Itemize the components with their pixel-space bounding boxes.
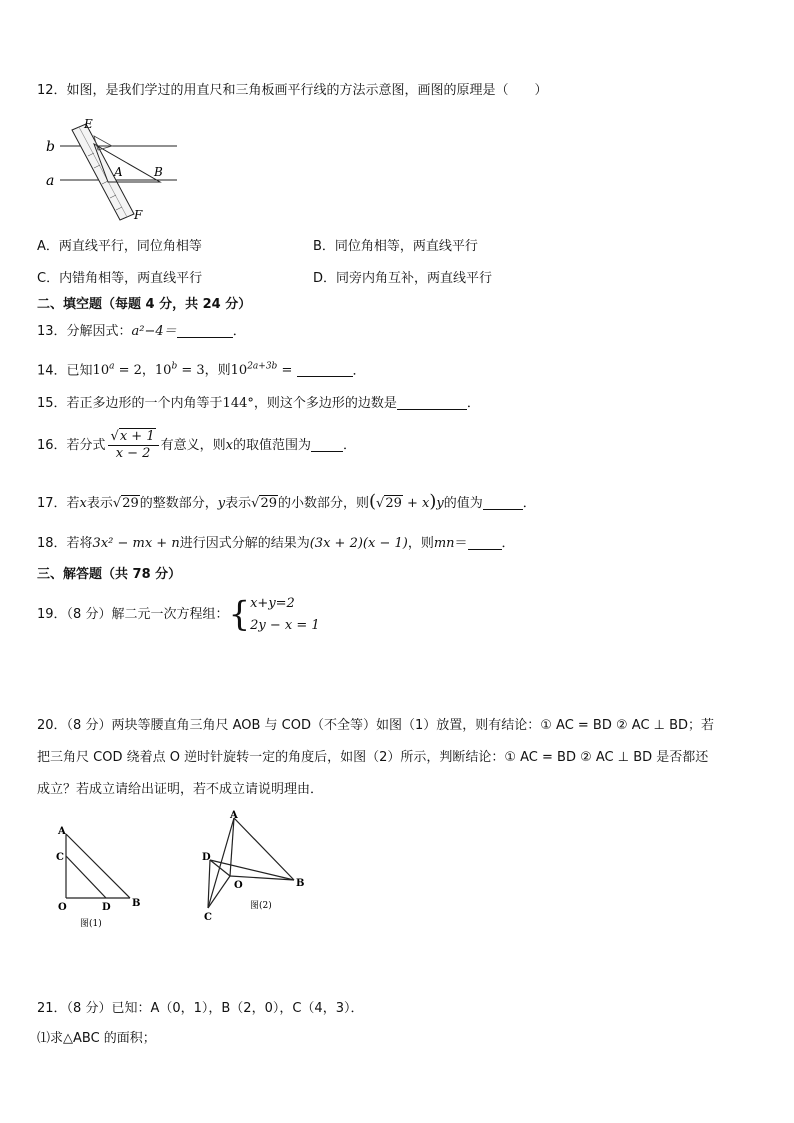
fig2-label-d: D <box>202 852 211 863</box>
q16-numerator: x + 1 <box>119 429 155 444</box>
q12-label-b: b <box>46 139 55 155</box>
q20-figure-2 <box>196 808 316 924</box>
q14-val3: = <box>277 363 297 379</box>
q20-line1: 20．（8 分）两块等腰直角三角尺 AOB 与 COD（不全等）如图（1）放置，则有结论：① AC = BD ② AC ⊥ BD；若 <box>37 718 715 733</box>
q17-sqrt3: √29 <box>376 496 402 511</box>
q17-sqrt2: √29 <box>251 496 277 511</box>
q17-t3: 表示 <box>225 496 252 511</box>
q13-prefix: 13．分解因式： <box>37 324 132 339</box>
q19 <box>37 591 320 639</box>
fig1-label-d: D <box>102 902 111 913</box>
q16-var: x <box>225 438 233 453</box>
q18-prefix: 18．若将 <box>37 536 93 551</box>
q14-val2: = 3，则 <box>177 363 231 379</box>
q17-paren-open: ( <box>369 491 377 512</box>
q14 <box>37 358 366 380</box>
q12-label-point-a: A <box>114 165 123 179</box>
q15-prefix: 15．若正多边形的一个内角等于 <box>37 396 223 411</box>
q12-option-b: B．同位角相等，两直线平行 <box>313 239 478 254</box>
q20-line3: 成立？若成立请给出证明，若不成立请说明理由． <box>37 782 324 797</box>
q14-power1 <box>93 363 155 378</box>
q18-eq: ＝ <box>454 536 468 551</box>
q12-label-f: F <box>134 208 143 222</box>
section-fill-in-heading: 二、填空题（每题 4 分，共 24 分） <box>37 297 252 312</box>
q15-angle: 144° <box>222 396 254 411</box>
fig2-caption: 图(2) <box>250 901 272 911</box>
q14-power2 <box>155 363 231 378</box>
q14-exp3: 2a+3b <box>247 362 278 372</box>
q14-val1: = 2， <box>114 363 155 379</box>
q18-mn: mn <box>433 536 455 551</box>
q16-sqrt-sign: √ <box>110 429 119 444</box>
q21-sub1: ⑴求△ABC 的面积； <box>37 1031 156 1046</box>
q13-answer-blank[interactable] <box>177 323 233 338</box>
q12-option-a: A．两直线平行，同位角相等 <box>37 239 202 254</box>
q13-expr: a²−4＝ <box>131 324 177 339</box>
q16-suffix: ． <box>342 438 356 453</box>
fig2-label-b: B <box>296 878 305 889</box>
fig1-label-a: A <box>58 826 66 837</box>
q17-t2: 的整数部分， <box>139 496 218 511</box>
q17-paren-close: ) <box>429 491 437 512</box>
q14-prefix: 14．已知 <box>37 363 93 379</box>
q17 <box>37 493 536 513</box>
fig2-label-a: A <box>230 810 238 821</box>
q12-figure <box>42 116 182 226</box>
fig2-label-c: C <box>204 912 212 923</box>
q17-t1: 表示 <box>86 496 113 511</box>
q16-answer-blank[interactable] <box>311 437 343 452</box>
q17-t6: y <box>436 496 444 511</box>
q17-answer-blank[interactable] <box>483 495 523 510</box>
q17-x: x <box>79 496 87 511</box>
q16-prefix: 16．若分式 <box>37 438 106 453</box>
q12-text: 12．如图，是我们学过的用直尺和三角板画平行线的方法示意图，画图的原理是（ ） <box>37 83 548 98</box>
q19-brace: { <box>228 594 251 635</box>
q18-answer-blank[interactable] <box>468 535 502 550</box>
q15-suffix: ． <box>466 396 480 411</box>
q17-prefix: 17．若 <box>37 496 80 511</box>
fig1-label-o: O <box>58 902 67 913</box>
fig1-label-c: C <box>56 852 64 863</box>
q17-t4: 的小数部分，则 <box>277 496 369 511</box>
fig1-label-b: B <box>132 898 141 909</box>
q20-figure-1 <box>50 822 160 932</box>
q21-line1: 21．（8 分）已知：A（0，1），B（2，0），C（4，3）． <box>37 1001 364 1016</box>
q14-exp1: a <box>109 362 115 372</box>
q14-suffix: ． <box>352 363 366 379</box>
q12-label-point-b: B <box>154 165 163 179</box>
q17-y: y <box>217 496 226 511</box>
q19-system <box>250 593 320 637</box>
section-solve-heading: 三、解答题（共 78 分） <box>37 567 182 582</box>
q15-mid: ，则这个多边形的边数是 <box>253 396 397 411</box>
q17-radicand1: 29 <box>122 496 139 511</box>
q19-eq1: x+y=2 <box>250 595 295 611</box>
fig2-label-o: O <box>234 880 243 891</box>
q17-sqrt1: √29 <box>112 496 139 511</box>
q18-expr: 3x² − mx + n <box>92 536 180 551</box>
q17-suffix: ． <box>522 496 536 511</box>
q12-label-e: E <box>84 117 93 131</box>
q18-mid: 进行因式分解的结果为 <box>179 536 310 551</box>
q20-line2: 把三角尺 COD 绕着点 O 逆时针旋转一定的角度后，如图（2）所示，判断结论：① AC = BD ② AC ⊥ BD 是否都还 <box>37 750 709 765</box>
q15 <box>37 395 480 413</box>
q17-radicand3: 29 <box>385 496 402 511</box>
q19-eq2: 2y − x = 1 <box>250 617 320 633</box>
q18-mid2: ，则 <box>407 536 434 551</box>
q14-power3 <box>231 363 297 378</box>
q16-mid: 有意义，则 <box>160 438 226 453</box>
q13 <box>37 323 246 341</box>
q16 <box>37 428 356 464</box>
q17-t7: 的值为 <box>443 496 483 511</box>
fig1-caption: 图(1) <box>80 919 102 929</box>
q16-mid2: 的取值范围为 <box>232 438 311 453</box>
q14-exp2: b <box>171 362 178 372</box>
q18-result: (3x + 2)(x − 1) <box>309 536 408 551</box>
q18 <box>37 535 515 553</box>
q18-suffix: ． <box>501 536 515 551</box>
q16-fraction <box>108 429 159 462</box>
q14-base2: 10 <box>154 363 172 379</box>
q14-base1: 10 <box>92 363 110 379</box>
q14-base3: 10 <box>230 363 248 379</box>
q19-prefix: 19．（8 分）解二元一次方程组： <box>37 607 229 622</box>
q12-option-c: C．内错角相等，两直线平行 <box>37 271 203 286</box>
q17-radicand2: 29 <box>260 496 277 511</box>
q17-t5: + x <box>402 496 430 511</box>
q12-option-d: D．同旁内角互补，两直线平行 <box>313 271 493 286</box>
q13-suffix: ． <box>232 324 246 339</box>
q16-denominator: x − 2 <box>115 446 151 461</box>
q12-label-a: a <box>46 173 55 189</box>
q15-answer-blank[interactable] <box>397 395 467 410</box>
q14-answer-blank[interactable] <box>297 362 353 377</box>
